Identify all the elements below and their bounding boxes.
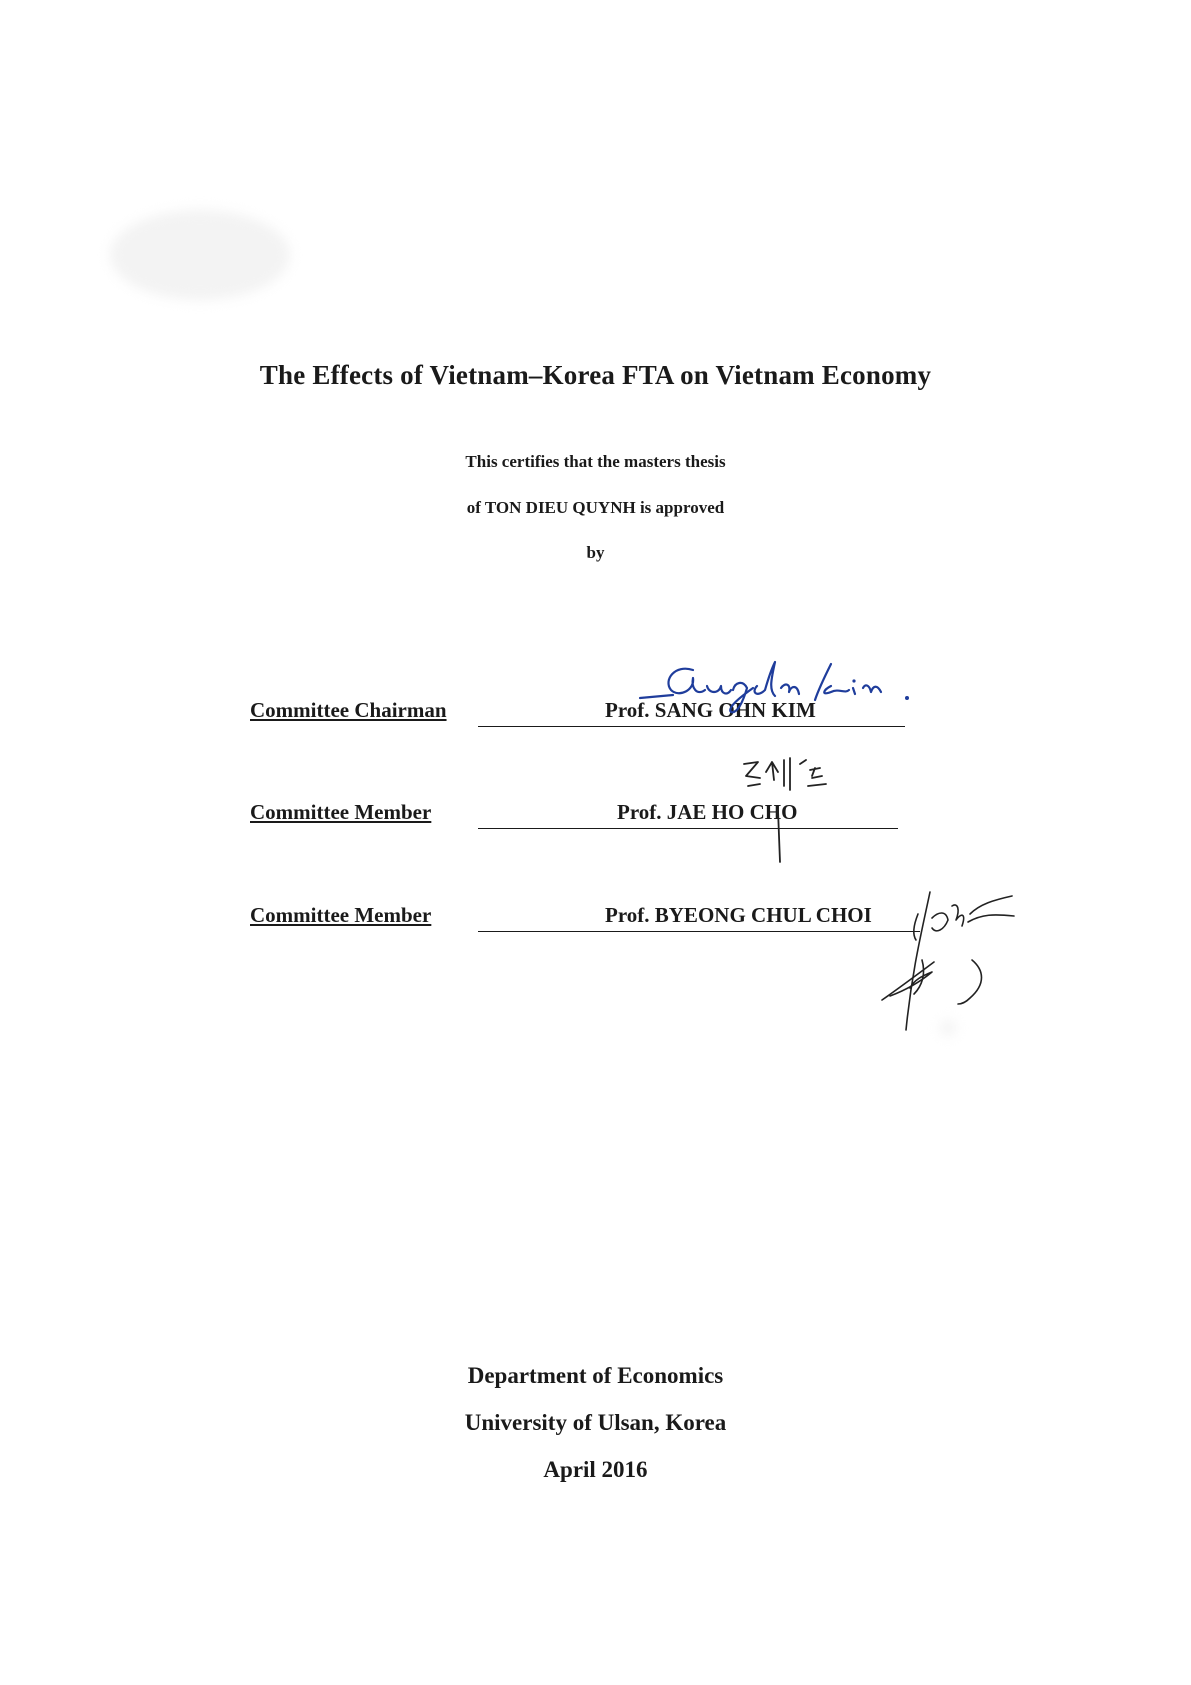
scan-smudge — [110, 210, 290, 300]
member-1-signature — [740, 750, 860, 862]
committee-row-chairman — [0, 698, 1191, 738]
committee-name: Prof. BYEONG CHUL CHOI — [605, 903, 872, 927]
committee-name: Prof. JAE HO CHO — [617, 800, 798, 824]
committee-name: Prof. SANG OHN KIM — [605, 698, 816, 722]
certification-line-2: of TON DIEU QUYNH is approved — [466, 498, 725, 517]
committee-row-member-1 — [0, 800, 1191, 840]
member-2-signature — [862, 890, 1032, 1040]
signature-line — [478, 931, 920, 932]
department: Department of Economics — [467, 1363, 724, 1388]
signature-line — [478, 726, 905, 727]
university: University of Ulsan, Korea — [464, 1410, 727, 1435]
thesis-title: The Effects of Vietnam–Korea FTA on Vietnam Economy — [259, 360, 932, 390]
committee-role: Committee Chairman — [250, 698, 447, 722]
committee-role: Committee Member — [250, 903, 432, 927]
committee-role: Committee Member — [250, 800, 432, 824]
certification-line-3: by — [586, 543, 605, 562]
chairman-signature — [635, 650, 945, 720]
certification-line-1: This certifies that the masters thesis — [465, 452, 726, 471]
approval-date: April 2016 — [543, 1457, 648, 1482]
